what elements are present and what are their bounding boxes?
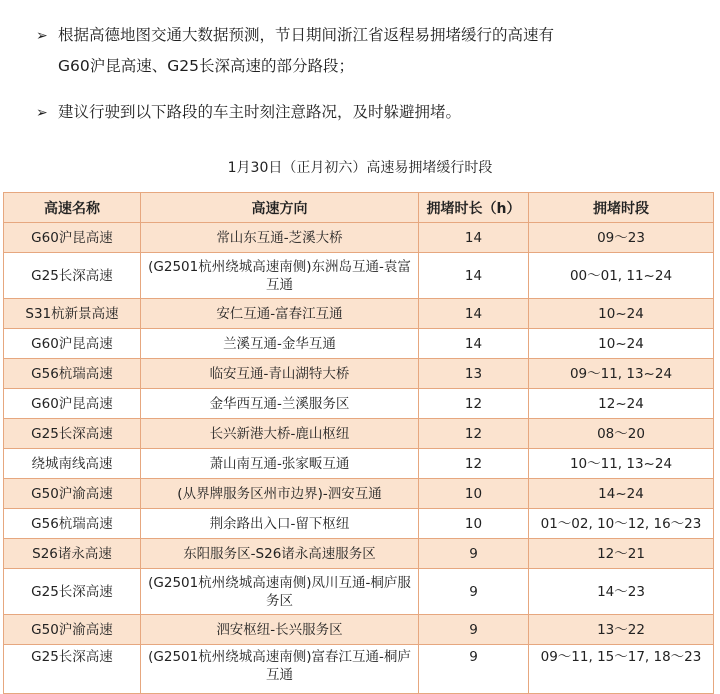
table-caption: 1月30日（正月初六）高速易拥堵缓行时段 xyxy=(227,160,493,176)
cell-highway-name: G25长深高速 xyxy=(4,419,141,449)
header-highway-name: 高速名称 xyxy=(4,193,141,223)
cell-period: 09～11, 13~24 xyxy=(529,359,714,389)
cell-duration: 14 xyxy=(419,329,529,359)
table-row xyxy=(4,359,714,389)
cell-duration: 14 xyxy=(419,223,529,253)
arrow-bullet-icon: ➢ xyxy=(36,105,48,121)
table-row xyxy=(4,509,714,539)
bullet-1-line-2: G60沪昆高速、G25长深高速的部分路段； xyxy=(58,57,354,75)
table-row xyxy=(4,299,714,329)
cell-direction: 长兴新港大桥-鹿山枢纽 xyxy=(141,419,419,449)
cell-duration: 10 xyxy=(419,479,529,509)
cell-duration: 9 xyxy=(419,615,529,645)
cell-highway-name: G60沪昆高速 xyxy=(4,329,141,359)
cell-highway-name: G25长深高速 xyxy=(4,253,141,299)
cell-duration: 9 xyxy=(419,645,529,694)
cell-period: 10~24 xyxy=(529,299,714,329)
cell-highway-name: G56杭瑞高速 xyxy=(4,509,141,539)
cell-direction: (G2501杭州绕城高速南侧)凤川互通-桐庐服务区 xyxy=(141,569,419,615)
cell-highway-name: G50沪渝高速 xyxy=(4,615,141,645)
cell-direction: 临安互通-青山湖特大桥 xyxy=(141,359,419,389)
table-body xyxy=(4,223,714,694)
table-header-row xyxy=(4,193,714,223)
intro-bullet-2 xyxy=(36,97,696,128)
table-row xyxy=(4,253,714,299)
cell-direction: (G2501杭州绕城高速南侧)富春江互通-桐庐互通 xyxy=(141,645,419,694)
cell-duration: 10 xyxy=(419,509,529,539)
cell-highway-name: G25长深高速 xyxy=(4,569,141,615)
cell-period: 01～02, 10～12, 16～23 xyxy=(529,509,714,539)
intro-section xyxy=(36,20,696,128)
table-row xyxy=(4,539,714,569)
cell-period: 14～23 xyxy=(529,569,714,615)
cell-highway-name: G56杭瑞高速 xyxy=(4,359,141,389)
cell-period: 00～01, 11~24 xyxy=(529,253,714,299)
intro-bullet-1 xyxy=(36,20,696,81)
bullet-1-line-1: 根据高德地图交通大数据预测，节日期间浙江省返程易拥堵缓行的高速有 xyxy=(58,26,555,44)
bullet-2-text: 建议行驶到以下路段的车主时刻注意路况，及时躲避拥堵。 xyxy=(58,103,462,121)
cell-period: 12~24 xyxy=(529,389,714,419)
table-row xyxy=(4,479,714,509)
cell-highway-name: G25长深高速 xyxy=(4,645,141,694)
cell-highway-name: G50沪渝高速 xyxy=(4,479,141,509)
congestion-table xyxy=(3,192,714,694)
table-row xyxy=(4,569,714,615)
cell-period: 10~24 xyxy=(529,329,714,359)
cell-duration: 14 xyxy=(419,253,529,299)
table-row xyxy=(4,419,714,449)
cell-period: 08～20 xyxy=(529,419,714,449)
cell-period: 09～23 xyxy=(529,223,714,253)
cell-direction: 东阳服务区-S26诸永高速服务区 xyxy=(141,539,419,569)
cell-highway-name: S26诸永高速 xyxy=(4,539,141,569)
cell-period: 14~24 xyxy=(529,479,714,509)
cell-duration: 12 xyxy=(419,389,529,419)
table-row xyxy=(4,223,714,253)
cell-highway-name: S31杭新景高速 xyxy=(4,299,141,329)
cell-direction: 荆余路出入口-留下枢纽 xyxy=(141,509,419,539)
cell-duration: 12 xyxy=(419,449,529,479)
cell-direction: (从界牌服务区州市边界)-泗安互通 xyxy=(141,479,419,509)
cell-period: 09～11, 15～17, 18～23 xyxy=(529,645,714,694)
header-period: 拥堵时段 xyxy=(529,193,714,223)
cell-direction: 兰溪互通-金华互通 xyxy=(141,329,419,359)
table-row xyxy=(4,329,714,359)
cell-duration: 13 xyxy=(419,359,529,389)
cell-highway-name: G60沪昆高速 xyxy=(4,223,141,253)
cell-period: 12～21 xyxy=(529,539,714,569)
cell-period: 13～22 xyxy=(529,615,714,645)
cell-duration: 12 xyxy=(419,419,529,449)
table-row xyxy=(4,449,714,479)
table-row xyxy=(4,389,714,419)
cell-duration: 9 xyxy=(419,539,529,569)
cell-highway-name: G60沪昆高速 xyxy=(4,389,141,419)
table-row xyxy=(4,645,714,694)
cell-highway-name: 绕城南线高速 xyxy=(4,449,141,479)
cell-period: 10～11, 13~24 xyxy=(529,449,714,479)
cell-direction: 泗安枢纽-长兴服务区 xyxy=(141,615,419,645)
cell-direction: 萧山南互通-张家畈互通 xyxy=(141,449,419,479)
cell-direction: 常山东互通-芝溪大桥 xyxy=(141,223,419,253)
table-row xyxy=(4,615,714,645)
arrow-bullet-icon: ➢ xyxy=(36,28,48,44)
header-direction: 高速方向 xyxy=(141,193,419,223)
cell-direction: 安仁互通-富春江互通 xyxy=(141,299,419,329)
cell-duration: 9 xyxy=(419,569,529,615)
cell-direction: 金华西互通-兰溪服务区 xyxy=(141,389,419,419)
cell-direction: (G2501杭州绕城高速南侧)东洲岛互通-袁富互通 xyxy=(141,253,419,299)
header-duration: 拥堵时长（h） xyxy=(419,193,529,223)
cell-duration: 14 xyxy=(419,299,529,329)
